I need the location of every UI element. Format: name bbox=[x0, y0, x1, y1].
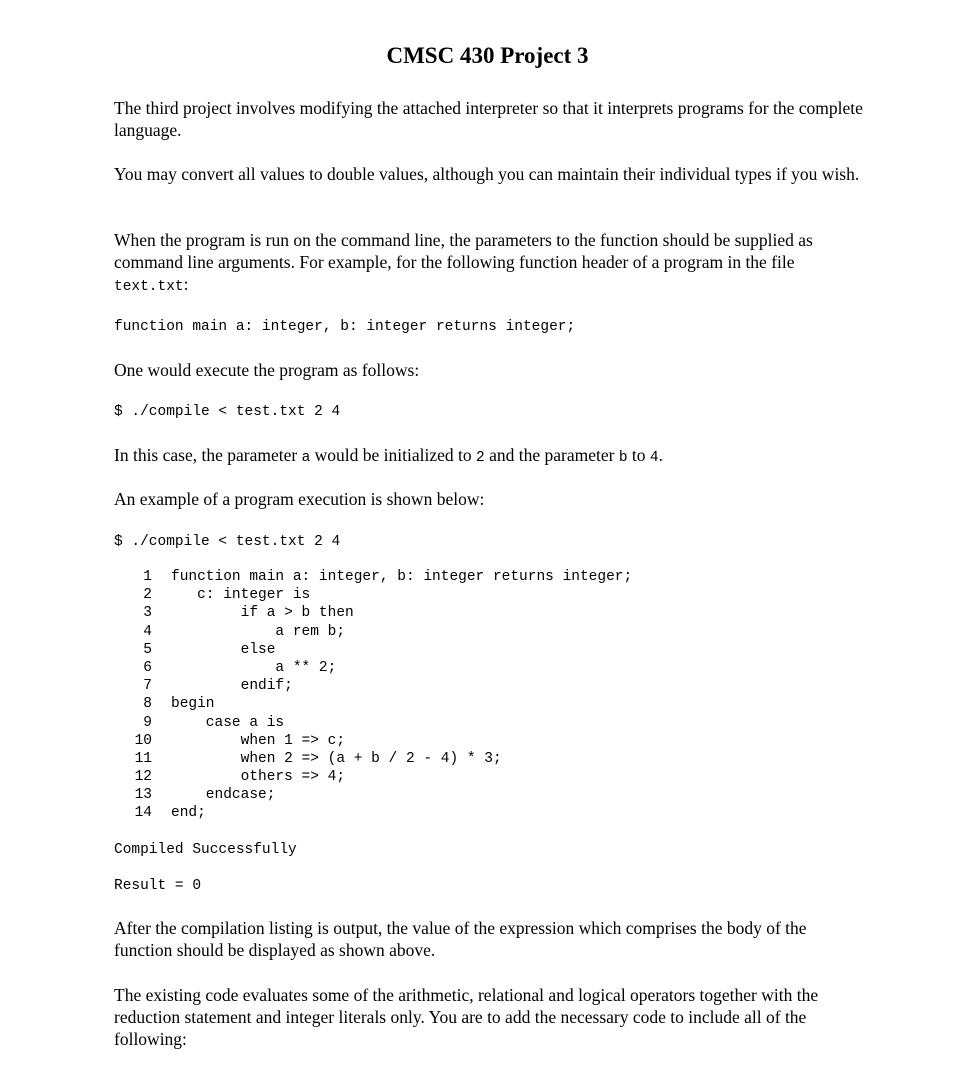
line-number: 7 bbox=[143, 678, 152, 695]
compiled-message: Compiled Successfully bbox=[114, 842, 297, 858]
line-code: end; bbox=[171, 805, 206, 822]
line-code: c: integer is bbox=[171, 587, 311, 604]
command-example-2: $ ./compile < test.txt 2 4 bbox=[114, 534, 341, 550]
line-number: 1 bbox=[143, 569, 152, 585]
listing-line bbox=[114, 677, 654, 695]
line-code: endcase; bbox=[171, 787, 276, 804]
page-title: CMSC 430 Project 3 bbox=[386, 43, 589, 68]
param-text-2: would be initialized to bbox=[310, 445, 476, 465]
param-text-4: to bbox=[627, 445, 650, 465]
param-code-4: 4 bbox=[649, 450, 659, 466]
line-code: function main a: integer, b: integer returns integer; bbox=[171, 569, 633, 585]
paragraph-parameters bbox=[114, 444, 869, 469]
listing-line bbox=[114, 568, 654, 586]
line-number: 8 bbox=[143, 696, 152, 713]
line-code: case a is bbox=[171, 714, 285, 731]
param-text-5: . bbox=[658, 445, 663, 465]
listing-line bbox=[114, 786, 654, 804]
param-code-b: b bbox=[618, 450, 628, 466]
line-code: a ** 2; bbox=[171, 659, 337, 676]
listing-line bbox=[114, 714, 654, 732]
line-number: 13 bbox=[134, 787, 152, 804]
line-code: if a > b then bbox=[171, 605, 354, 622]
command-example-1: $ ./compile < test.txt 2 4 bbox=[114, 404, 341, 420]
line-number: 5 bbox=[143, 641, 152, 658]
paragraph-example-intro: An example of a program execution is shown below: bbox=[114, 489, 485, 509]
line-code: others => 4; bbox=[171, 769, 346, 786]
line-number: 10 bbox=[134, 732, 152, 749]
line-number: 6 bbox=[143, 659, 152, 676]
paragraph-command-line-text: When the program is run on the command line, the parameters to the function should be supplied as command line arguments. For example, for the following function header of a program in the file bbox=[114, 230, 813, 272]
line-code: else bbox=[171, 641, 276, 658]
paragraph-command-line bbox=[114, 229, 869, 298]
line-code: when 2 => (a + b / 2 - 4) * 3; bbox=[171, 750, 502, 767]
line-number: 4 bbox=[143, 623, 152, 640]
param-code-2: 2 bbox=[476, 450, 485, 466]
listing-line bbox=[114, 695, 654, 713]
compilation-listing bbox=[114, 568, 654, 823]
line-number: 11 bbox=[134, 750, 152, 767]
param-text-3: and the parameter bbox=[484, 445, 619, 465]
listing-line bbox=[114, 604, 654, 622]
listing-line bbox=[114, 768, 654, 786]
result-output: Result = 0 bbox=[114, 878, 202, 894]
paragraph-after-listing: After the compilation listing is output, the value of the expression which comprises the body of the function should be displayed as shown above. bbox=[114, 918, 807, 960]
filename-code: text.txt bbox=[114, 279, 184, 295]
paragraph-requirements: The existing code evaluates some of the arithmetic, relational and logical operators together with the reduction statement and integer literals only. You are to add the necessary code to include all of the following: bbox=[114, 985, 819, 1049]
line-code: begin bbox=[171, 696, 215, 713]
paragraph-execute: One would execute the program as follows: bbox=[114, 360, 420, 380]
listing-line bbox=[114, 750, 654, 768]
line-number: 12 bbox=[134, 769, 152, 786]
line-code: when 1 => c; bbox=[171, 732, 346, 749]
line-number: 9 bbox=[143, 714, 152, 731]
paragraph-colon: : bbox=[183, 274, 189, 294]
line-number: 14 bbox=[134, 805, 152, 822]
line-number: 2 bbox=[143, 587, 152, 604]
listing-line bbox=[114, 623, 654, 641]
param-text-1: In this case, the parameter bbox=[114, 445, 302, 465]
param-code-a: a bbox=[301, 450, 311, 466]
line-code: a rem b; bbox=[171, 623, 346, 640]
paragraph-intro: The third project involves modifying the attached interpreter so that it interprets programs for the complete language. bbox=[114, 98, 863, 140]
line-code: endif; bbox=[171, 678, 293, 695]
listing-line bbox=[114, 659, 654, 677]
listing-line bbox=[114, 641, 654, 659]
paragraph-double-values: You may convert all values to double values, although you can maintain their individual types if you wish. bbox=[114, 164, 860, 184]
listing-line bbox=[114, 732, 654, 750]
listing-line bbox=[114, 586, 654, 604]
function-header-code: function main a: integer, b: integer returns integer; bbox=[114, 319, 576, 335]
listing-line bbox=[114, 804, 654, 822]
line-number: 3 bbox=[143, 605, 152, 622]
